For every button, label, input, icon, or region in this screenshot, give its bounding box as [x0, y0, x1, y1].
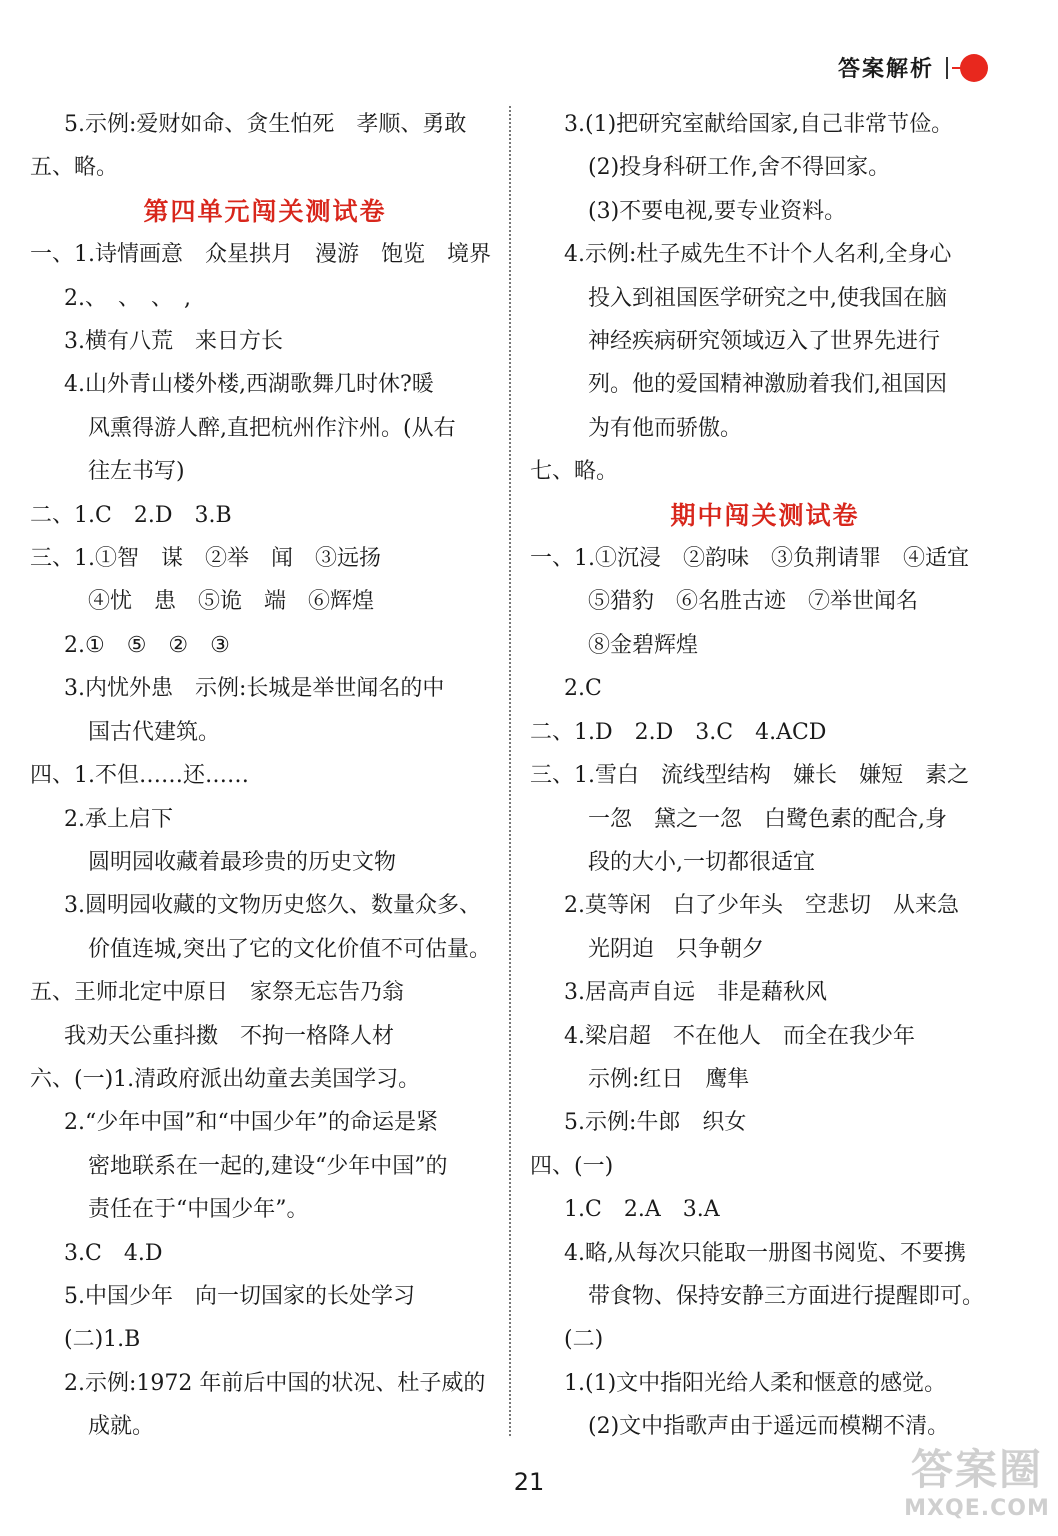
answer-line: (二)1.B: [64, 1327, 141, 1353]
answer-line: 示例:红日 鹰隼: [588, 1066, 750, 1092]
column-divider: [509, 106, 511, 1436]
watermark-sub: MXQE.COM: [904, 1496, 1050, 1521]
answer-line: 5.示例:爱财如命、贪生怕死 孝顺、勇敢: [64, 112, 467, 137]
watermark-main: 答案圈: [910, 1445, 1043, 1494]
answer-line: 七、略。: [530, 459, 619, 485]
page-number: 21: [513, 1468, 545, 1496]
answer-line: 2.示例:1972 年前后中国的状况、杜子威的: [64, 1370, 486, 1396]
answer-line: 3.内忧外患 示例:长城是举世闻名的中: [64, 676, 445, 702]
answer-line: 4.山外青山楼外楼,西湖歌舞几时休?暖: [64, 372, 434, 398]
answer-line: 圆明园收藏着最珍贵的历史文物: [88, 849, 397, 875]
answer-line: ⑧金碧辉煌: [588, 632, 699, 658]
answer-line: 投入到祖国医学研究之中,使我国在脑: [588, 285, 947, 311]
answer-line: 列。他的爱国精神激励着我们,祖国因: [588, 372, 947, 398]
answer-line: (二): [564, 1327, 604, 1353]
answer-line: 风熏得游人醉,直把杭州作汴州。(从右: [88, 415, 456, 441]
answer-line: 4.示例:杜子威先生不计个人名利,全身心: [564, 242, 952, 268]
answer-line: 5.示例:牛郎 织女: [564, 1110, 747, 1136]
answer-line: 四、1.不但……还……: [30, 763, 249, 789]
answer-line: 3.(1)把研究室献给国家,自己非常节俭。: [564, 112, 954, 137]
answer-line: 2.“少年中国”和“中国少年”的命运是紧: [64, 1110, 438, 1136]
answer-line: 1.(1)文中指阳光给人柔和惬意的感觉。: [564, 1370, 947, 1396]
answer-line: (3)不要电视,要专业资料。: [588, 198, 847, 224]
answer-line: 六、(一)1.清政府派出幼童去美国学习。: [30, 1066, 421, 1092]
answer-line: 2.莫等闲 白了少年头 空悲切 从来急: [564, 893, 959, 919]
answer-line: 3.居高声自远 非是藉秋风: [564, 980, 827, 1006]
answer-line: 4.梁启超 不在他人 而全在我少年: [564, 1023, 915, 1049]
answer-line: 我劝天公重抖擞 不拘一格降人材: [64, 1023, 395, 1049]
answer-line: 成就。: [88, 1414, 155, 1440]
section-heading: 第四单元闯关测试卷: [143, 196, 387, 226]
right-column: [530, 103, 1000, 1449]
answer-line: 一忽 黛之一忽 白鹭色素的配合,身: [588, 806, 947, 832]
answer-line: 价值连城,突出了它的文化价值不可估量。: [88, 936, 491, 962]
left-column: [30, 103, 500, 1449]
answer-line: 往左书写): [88, 459, 185, 485]
answer-line: 3.C 4.D: [64, 1240, 163, 1266]
answer-line: 段的大小,一切都很适宜: [588, 849, 815, 875]
answer-line: 为有他而骄傲。: [588, 415, 743, 441]
answer-line: 四、(一): [530, 1153, 614, 1179]
header-divider: [946, 57, 948, 79]
answer-line: 2.承上启下: [64, 806, 173, 832]
section-heading: 期中闯关测试卷: [670, 500, 860, 530]
answer-line: 4.略,从每次只能取一册图书阅览、不要携: [564, 1240, 966, 1266]
red-dot-icon: [960, 54, 988, 82]
watermark-logo: [902, 1444, 1052, 1532]
answer-line: 3.横有八荒 来日方长: [64, 329, 283, 355]
answer-line: 三、1.①智 谋 ②举 闻 ③远扬: [30, 546, 381, 572]
answer-line: 国古代建筑。: [88, 719, 221, 745]
answer-line: 神经疾病研究领域迈入了世界先进行: [588, 329, 941, 355]
answer-line: 二、1.D 2.D 3.C 4.ACD: [530, 719, 827, 745]
page-header: [838, 52, 988, 83]
answer-line: 三、1.雪白 流线型结构 嫌长 嫌短 素之: [530, 763, 969, 789]
answer-line: 一、1.诗情画意 众星拱月 漫游 饱览 境界: [30, 242, 491, 268]
answer-line: (2)投身科研工作,舍不得回家。: [588, 155, 891, 181]
answer-line: 5.中国少年 向一切国家的长处学习: [64, 1283, 415, 1309]
answer-line: 责任在于“中国少年”。: [88, 1197, 309, 1223]
answer-line: 五、王师北定中原日 家祭无忘告乃翁: [30, 980, 405, 1006]
answer-line: ⑤猎豹 ⑥名胜古迹 ⑦举世闻名: [588, 589, 919, 615]
answer-line: 2.C: [564, 676, 602, 702]
answer-line: (2)文中指歌声由于遥远而模糊不清。: [588, 1414, 950, 1440]
header-title: 答案解析: [837, 57, 934, 82]
answer-line: 3.圆明园收藏的文物历史悠久、数量众多、: [64, 893, 481, 919]
answer-line: 密地联系在一起的,建设“少年中国”的: [88, 1153, 448, 1179]
answer-line: 2.、 、 、 ,: [64, 285, 191, 311]
answer-line: 1.C 2.A 3.A: [564, 1197, 720, 1223]
answer-line: 二、1.C 2.D 3.B: [30, 502, 232, 528]
answer-line: 五、略。: [30, 155, 119, 181]
answer-line: 一、1.①沉浸 ②韵味 ③负荆请罪 ④适宜: [530, 546, 969, 572]
answer-line: 带食物、保持安静三方面进行提醒即可。: [588, 1283, 985, 1309]
answer-line: 光阴迫 只争朝夕: [588, 936, 765, 962]
answer-line: ④忧 患 ⑤诡 端 ⑥辉煌: [88, 589, 375, 615]
answer-line: 2.① ⑤ ② ③: [64, 632, 230, 658]
